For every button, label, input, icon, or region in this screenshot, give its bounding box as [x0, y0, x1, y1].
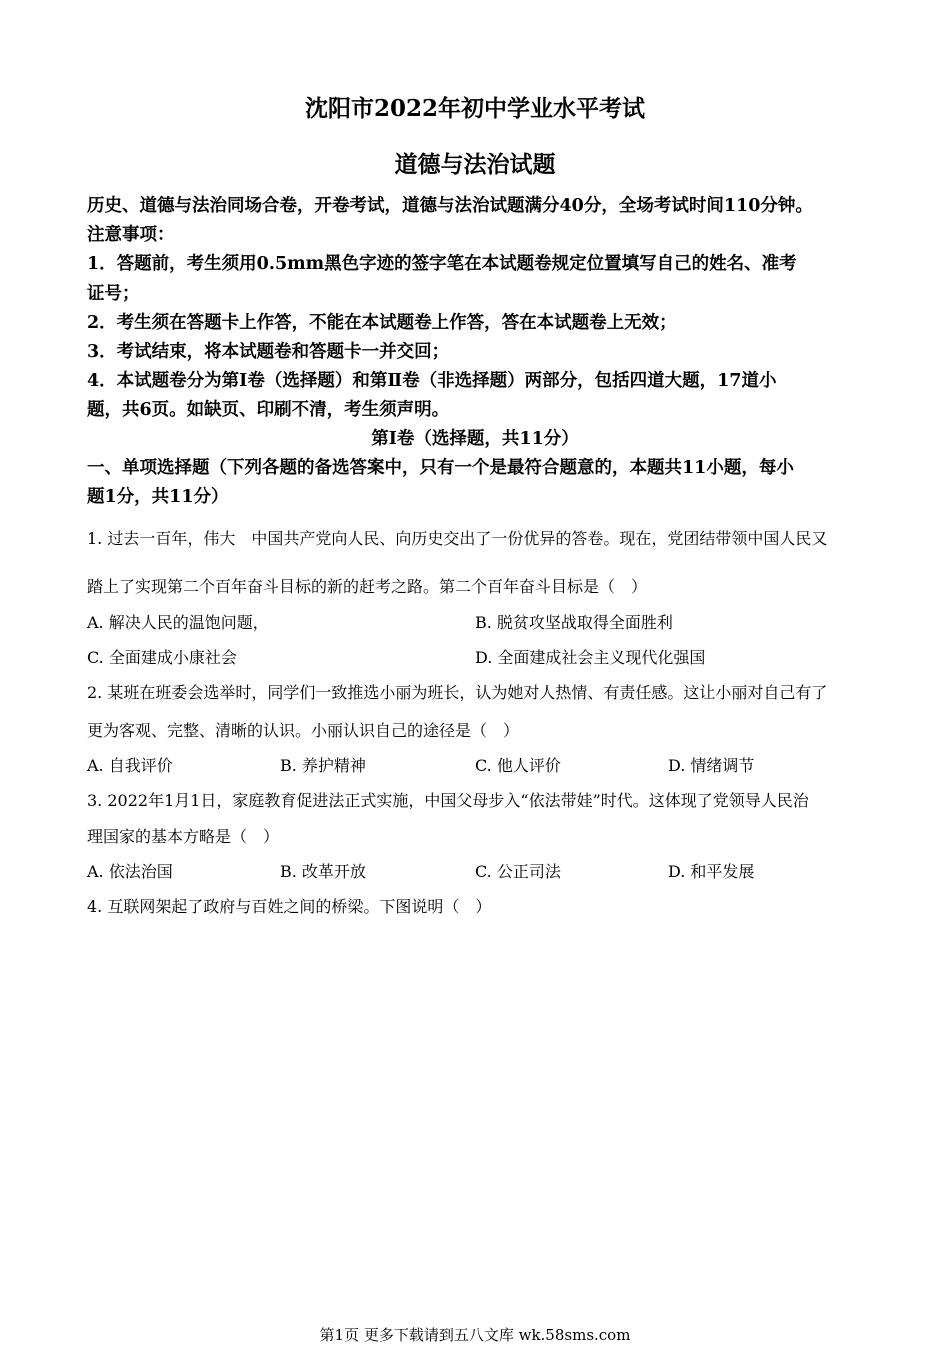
question-2-option-c: C. 他人评价: [475, 756, 561, 775]
question-3-option-b: B. 改革开放: [280, 862, 366, 881]
question-3-option-c: C. 公正司法: [475, 862, 561, 881]
question-1-stem-line-2: 踏上了实现第二个百年奋斗目标的新的赶考之路。第二个百年奋斗目标是（ ）: [87, 577, 648, 596]
section-instruction-line-1: 一、单项选择题（下列各题的备选答案中，只有一个是最符合题意的，本题共11小题，每小: [87, 458, 794, 478]
question-2-option-d: D. 情绪调节: [668, 756, 755, 775]
exam-subtitle: 道德与法治试题: [394, 151, 556, 178]
intro-line: 历史、道德与法治同场合卷，开卷考试，道德与法治试题满分40分，全场考试时间110分钟。: [87, 196, 813, 216]
question-1-stem-line-1: 1. 过去一百年，伟大 中国共产党向人民、向历史交出了一份优异的答卷。现在，党团结带领中国人民又: [87, 529, 828, 548]
note-1-line-1: 1．答题前，考生须用0.5mm黑色字迹的签字笔在本试题卷规定位置填写自己的姓名、准考: [87, 254, 797, 274]
question-3-option-d: D. 和平发展: [668, 862, 755, 881]
section-instruction-line-2: 题1分，共11分）: [87, 487, 229, 507]
question-1-option-c: C. 全面建成小康社会: [87, 648, 237, 667]
question-2-stem-line-2: 更为客观、完整、清晰的认识。小丽认识自己的途径是（ ）: [87, 721, 520, 740]
note-3: 3．考试结束，将本试题卷和答题卡一并交回；: [87, 342, 450, 362]
question-3-stem-line-1: 3. 2022年1月1日，家庭教育促进法正式实施，中国父母步入“依法带娃”时代。这体现了党领导人民治: [87, 791, 809, 810]
question-2-option-a: A. 自我评价: [87, 756, 173, 775]
question-3-stem-line-2: 理国家的基本方略是（ ）: [87, 827, 280, 846]
question-4-stem: 4. 互联网架起了政府与百姓之间的桥梁。下图说明（ ）: [87, 897, 492, 916]
note-4-line-2: 题，共6页。如缺页、印刷不清，考生须声明。: [87, 400, 450, 420]
question-1-option-b: B. 脱贫攻坚战取得全面胜利: [475, 613, 673, 632]
question-2-option-b: B. 养护精神: [280, 756, 366, 775]
question-2-stem-line-1: 2. 某班在班委会选举时，同学们一致推选小丽为班长，认为她对人热情、有责任感。这让小丽对自己有了: [87, 683, 828, 702]
section-heading: 第Ⅰ卷（选择题，共11分）: [371, 429, 579, 449]
exam-title: 沈阳市2022年初中学业水平考试: [304, 95, 645, 122]
question-3-option-a: A. 依法治国: [87, 862, 173, 881]
notes-heading: 注意事项：: [87, 225, 175, 245]
question-1-option-d: D. 全面建成社会主义现代化强国: [475, 648, 706, 667]
note-4-line-1: 4．本试题卷分为第Ⅰ卷（选择题）和第Ⅱ卷（非选择题）两部分，包括四道大题，17道小: [87, 371, 777, 391]
note-2: 2．考生须在答题卡上作答，不能在本试题卷上作答，答在本试题卷上无效；: [87, 313, 677, 333]
page-footer: 第1页 更多下载请到五八文库 wk.58sms.com: [319, 1326, 631, 1344]
note-1-line-2: 证号；: [87, 284, 140, 304]
question-1-option-a: A. 解决人民的温饱问题，: [87, 613, 269, 632]
